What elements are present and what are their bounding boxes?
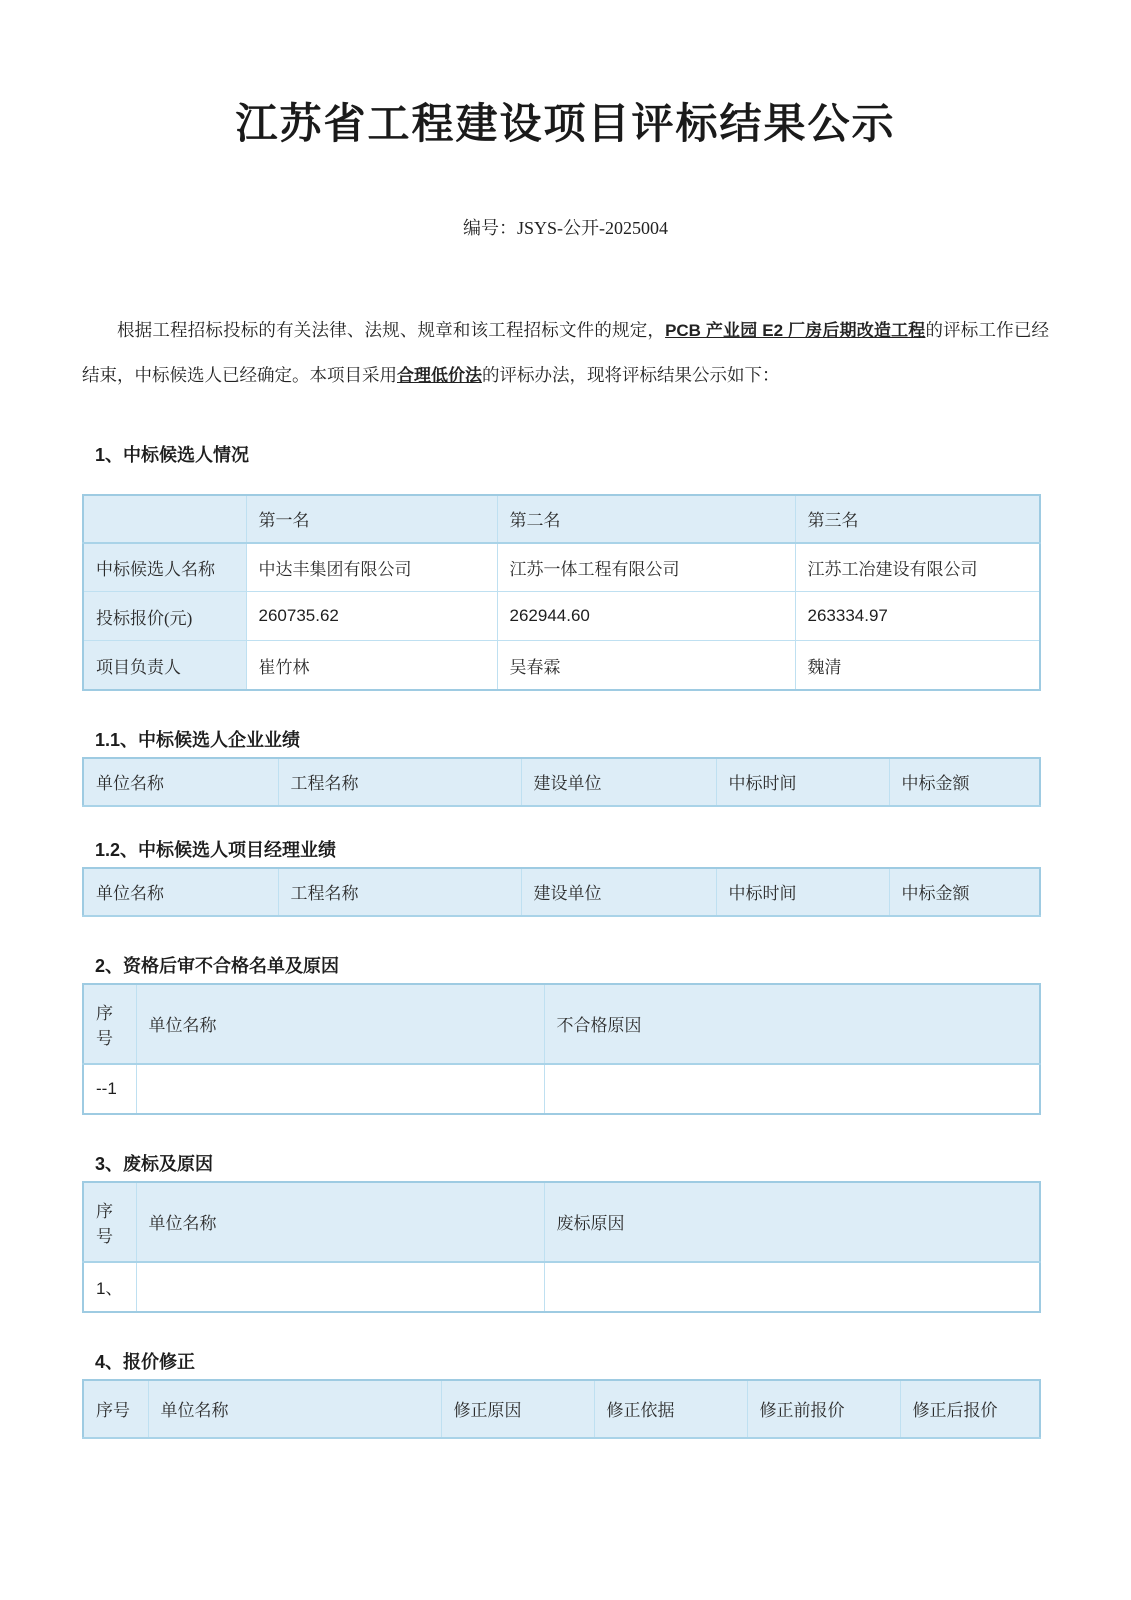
intro-text-3: 的评标办法，现将评标结果公示如下：: [482, 364, 780, 385]
section-3-heading: 3、废标及原因: [95, 1153, 214, 1174]
data-cell-reason: [544, 1262, 1040, 1312]
header-cell-award-time: 中标时间: [716, 868, 889, 916]
header-cell-construction-unit: 建设单位: [521, 758, 716, 806]
data-cell-manager-1: 崔竹林: [246, 641, 497, 690]
table-row: [83, 868, 1040, 916]
header-cell-unit-name: 单位名称: [136, 1182, 544, 1262]
header-cell-rank-2: 第二名: [497, 495, 795, 543]
table-row: [83, 984, 1040, 1064]
header-cell-correction-reason: 修正原因: [441, 1380, 594, 1438]
header-cell-disqualify-reason: 不合格原因: [544, 984, 1040, 1064]
header-cell-award-amount: 中标金额: [889, 758, 1040, 806]
row-label-candidate-name: 中标候选人名称: [83, 543, 246, 592]
document-number: 编号：JSYS-公开-2025004: [462, 217, 668, 238]
header-cell-construction-unit: 建设单位: [521, 868, 716, 916]
price-correction-table: [82, 1379, 1041, 1439]
data-cell-price-3: 263334.97: [795, 592, 1040, 641]
header-cell-seq-no: 序号: [83, 1380, 148, 1438]
section-1-heading: 1、中标候选人情况: [95, 444, 250, 465]
header-cell-reject-reason: 废标原因: [544, 1182, 1040, 1262]
header-cell-unit-name: 单位名称: [148, 1380, 441, 1438]
table-row: [83, 592, 1040, 641]
table-row: [83, 1262, 1040, 1312]
table-row: [83, 1182, 1040, 1262]
data-cell-seq: 1、: [83, 1262, 136, 1312]
header-cell-project-name: 工程名称: [278, 758, 521, 806]
header-cell-unit-name: 单位名称: [83, 868, 278, 916]
header-cell-price-before: 修正前报价: [747, 1380, 900, 1438]
data-cell-manager-3: 魏清: [795, 641, 1040, 690]
intro-paragraph: [82, 308, 1049, 398]
data-cell-unit-name: [136, 1064, 544, 1114]
intro-text-2: 的评标工作已经结束，中标候选人已经确定。本项目采用: [82, 319, 1050, 385]
intro-text-1: 根据工程招标投标的有关法律、法规、规章和该工程招标文件的规定，: [117, 319, 666, 340]
table-row: [83, 1380, 1040, 1438]
table-row: [83, 1064, 1040, 1114]
data-cell-reason: [544, 1064, 1040, 1114]
page-title: 江苏省工程建设项目评标结果公示: [235, 102, 896, 148]
data-cell-manager-2: 吴春霖: [497, 641, 795, 690]
manager-performance-table: [82, 867, 1041, 917]
header-cell-unit-name: 单位名称: [83, 758, 278, 806]
header-cell-unit-name: 单位名称: [136, 984, 544, 1064]
header-cell-rank-3: 第三名: [795, 495, 1040, 543]
evaluation-method-highlight: 合理低价法: [397, 365, 482, 385]
corner-cell: [83, 495, 246, 543]
section-4-heading: 4、报价修正: [95, 1351, 196, 1372]
row-label-project-manager: 项目负责人: [83, 641, 246, 690]
header-cell-seq-no: 序号: [83, 984, 136, 1064]
project-name-highlight: PCB 产业园 E2 厂房后期改造工程: [665, 320, 926, 340]
data-cell-price-2: 262944.60: [497, 592, 795, 641]
disqualified-list-table: [82, 983, 1041, 1115]
data-cell-candidate-1: 中达丰集团有限公司: [246, 543, 497, 592]
winning-candidates-table: [82, 494, 1041, 691]
enterprise-performance-table: [82, 757, 1041, 807]
rejected-bids-table: [82, 1181, 1041, 1313]
table-row: [83, 495, 1040, 543]
header-cell-correction-basis: 修正依据: [594, 1380, 747, 1438]
header-cell-award-time: 中标时间: [716, 758, 889, 806]
header-cell-project-name: 工程名称: [278, 868, 521, 916]
header-cell-rank-1: 第一名: [246, 495, 497, 543]
data-cell-candidate-2: 江苏一体工程有限公司: [497, 543, 795, 592]
row-label-bid-price: 投标报价(元): [83, 592, 246, 641]
section-2-heading: 2、资格后审不合格名单及原因: [95, 955, 340, 976]
table-row: [83, 543, 1040, 592]
data-cell-unit-name: [136, 1262, 544, 1312]
data-cell-seq: --1: [83, 1064, 136, 1114]
table-row: [83, 758, 1040, 806]
header-cell-award-amount: 中标金额: [889, 868, 1040, 916]
header-cell-price-after: 修正后报价: [900, 1380, 1040, 1438]
section-1-1-heading: 1.1、中标候选人企业业绩: [95, 729, 301, 750]
data-cell-price-1: 260735.62: [246, 592, 497, 641]
data-cell-candidate-3: 江苏工冶建设有限公司: [795, 543, 1040, 592]
section-1-2-heading: 1.2、中标候选人项目经理业绩: [95, 839, 337, 860]
table-row: [83, 641, 1040, 690]
header-cell-seq-no: 序号: [83, 1182, 136, 1262]
